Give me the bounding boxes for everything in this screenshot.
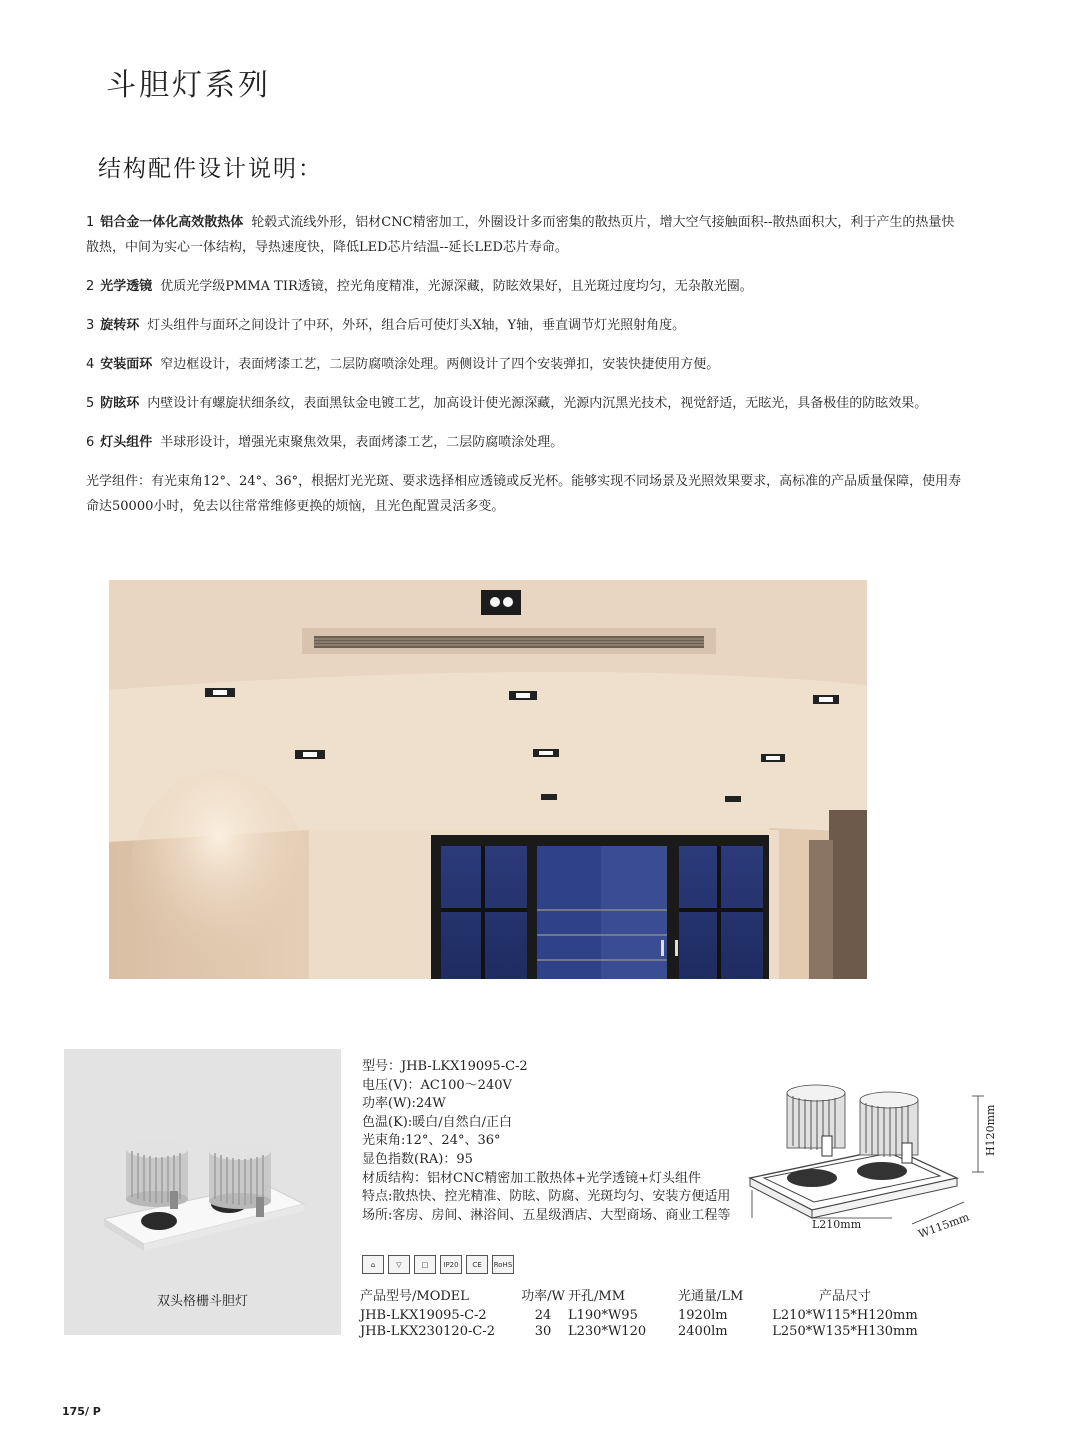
table-cell: 2400lm	[678, 1324, 728, 1339]
spec-cri: 显色指数(RA)：95	[362, 1151, 473, 1167]
spec-voltage: 电压(V)：AC100～240V	[362, 1077, 512, 1093]
table-cell: L190*W95	[568, 1308, 638, 1323]
paragraph-text: 半球形设计，增强光束聚焦效果，表面烤漆工艺，二层防腐喷涂处理。	[160, 435, 564, 450]
double-insulation-icon: □	[414, 1255, 436, 1274]
description-block	[86, 210, 966, 533]
length-dimension-label: L210mm	[812, 1218, 862, 1231]
paragraph-2	[86, 274, 966, 299]
series-title: 斗胆灯系列	[106, 68, 271, 103]
paragraph-lead: 光学透镜	[100, 279, 153, 294]
ip20-icon: IP20	[440, 1255, 462, 1274]
paragraph-lead: 铝合金一体化高效散热体	[100, 215, 244, 230]
paragraph-text: 内壁设计有螺旋状细条纹，表面黑钛金电镀工艺，加高设计使光源深藏，光源内沉黑光技术，视觉舒适，无眩光，具备极佳的防眩效果。	[147, 396, 928, 411]
paragraph-text: 轮毂式流线外形，铝材CNC精密加工，外圈设计多而密集的散热页片，增大空气接触面积--散热面积大，利于产生的热量快散热，中间为实心一体结构，导热速度快，降低LED芯片结温--延长LED芯片寿命。	[86, 215, 955, 255]
paragraph-lead: 防眩环	[100, 396, 140, 411]
paragraph-1	[86, 210, 966, 260]
table-cell: JHB-LKX19095-C-2	[360, 1308, 487, 1323]
spec-model: 型号：JHB-LKX19095-C-2	[362, 1059, 528, 1074]
paragraph-number: 4	[86, 357, 95, 372]
certification-icons	[362, 1255, 514, 1274]
page-number: 175/ P	[62, 1405, 101, 1418]
paragraph-text: 灯头组件与面环之间设计了中环，外环，组合后可使灯头X轴，Y轴，垂直调节灯光照射角度。	[147, 318, 686, 333]
rohs-icon: RoHS	[492, 1255, 514, 1274]
height-dimension-label: H120mm	[984, 1104, 997, 1156]
product-image-panel	[64, 1049, 341, 1335]
table-row	[360, 1324, 920, 1340]
product-caption: 双头格栅斗胆灯	[156, 1294, 248, 1309]
model-table	[360, 1285, 920, 1340]
spec-beam-angle: 光束角:12°、24°、36°	[362, 1133, 501, 1149]
paragraph-5	[86, 391, 966, 416]
paragraph-text: 窄边框设计，表面烤漆工艺，二层防腐喷涂处理。两侧设计了四个安装弹扣，安装快捷使用方便。	[160, 357, 720, 372]
paragraph-number: 1	[86, 215, 95, 230]
paragraph-text: 优质光学级PMMA TIR透镜，控光角度精准，光源深藏，防眩效果好，且光斑过度均匀，无杂散光圈。	[160, 279, 753, 294]
table-cell: 30	[534, 1324, 552, 1339]
spec-material: 材质结构：铝材CNC精密加工散热体+光学透镜+灯头组件	[362, 1170, 702, 1186]
spec-power: 功率(W):24W	[362, 1096, 446, 1112]
paragraph-lead: 安装面环	[100, 357, 153, 372]
spec-features: 特点:散热快、控光精准、防眩、防腐、光斑均匀、安装方便适用场所:客房、房间、淋浴间、五星级酒店、大型商场、商业工程等	[362, 1189, 731, 1223]
table-cell: JHB-LKX230120-C-2	[360, 1324, 495, 1339]
grille-downlight-illustration	[64, 1049, 341, 1289]
ce-icon: CE	[466, 1255, 488, 1274]
spec-list	[362, 1058, 742, 1225]
column-header: 产品型号/MODEL	[360, 1289, 469, 1304]
paragraph-number: 2	[86, 279, 95, 294]
paragraph-3	[86, 313, 966, 338]
table-cell: L210*W115*H120mm	[772, 1308, 918, 1323]
paragraph-4	[86, 352, 966, 377]
paragraph-number: 6	[86, 435, 95, 450]
spec-color-temp: 色温(K):暖白/自然白/正白	[362, 1114, 512, 1130]
paragraph-6	[86, 430, 966, 455]
column-header: 产品尺寸	[818, 1289, 871, 1304]
column-header: 开孔/MM	[568, 1289, 626, 1304]
optics-note: 光学组件：有光束角12°、24°、36°，根据灯光光斑、要求选择相应透镜或反光杯。能够实现不同场景及光照效果要求，高标准的产品质量保障，使用寿命达50000小时，免去以往常常维修更换的烦恼，且光色配置灵活多变。	[86, 474, 962, 514]
column-header: 功率/W	[521, 1289, 565, 1304]
table-cell: 1920lm	[678, 1308, 728, 1323]
section-heading: 结构配件设计说明：	[98, 156, 323, 182]
dimension-drawing	[742, 1078, 1002, 1243]
width-dimension-label: W115mm	[916, 1210, 971, 1241]
table-cell: L230*W120	[568, 1324, 647, 1339]
interior-photo	[109, 580, 867, 979]
paragraph-number: 5	[86, 396, 95, 411]
paragraph-lead: 旋转环	[100, 318, 140, 333]
class-icon: ⌂	[362, 1255, 384, 1274]
column-header: 光通量/LM	[678, 1289, 744, 1304]
paragraph-lead: 灯头组件	[100, 435, 153, 450]
table-cell: 24	[534, 1308, 552, 1323]
table-header-row	[360, 1285, 920, 1308]
fire-rating-icon: ▽	[388, 1255, 410, 1274]
paragraph-number: 3	[86, 318, 95, 333]
table-cell: L250*W135*H130mm	[772, 1324, 918, 1339]
table-row	[360, 1308, 920, 1324]
